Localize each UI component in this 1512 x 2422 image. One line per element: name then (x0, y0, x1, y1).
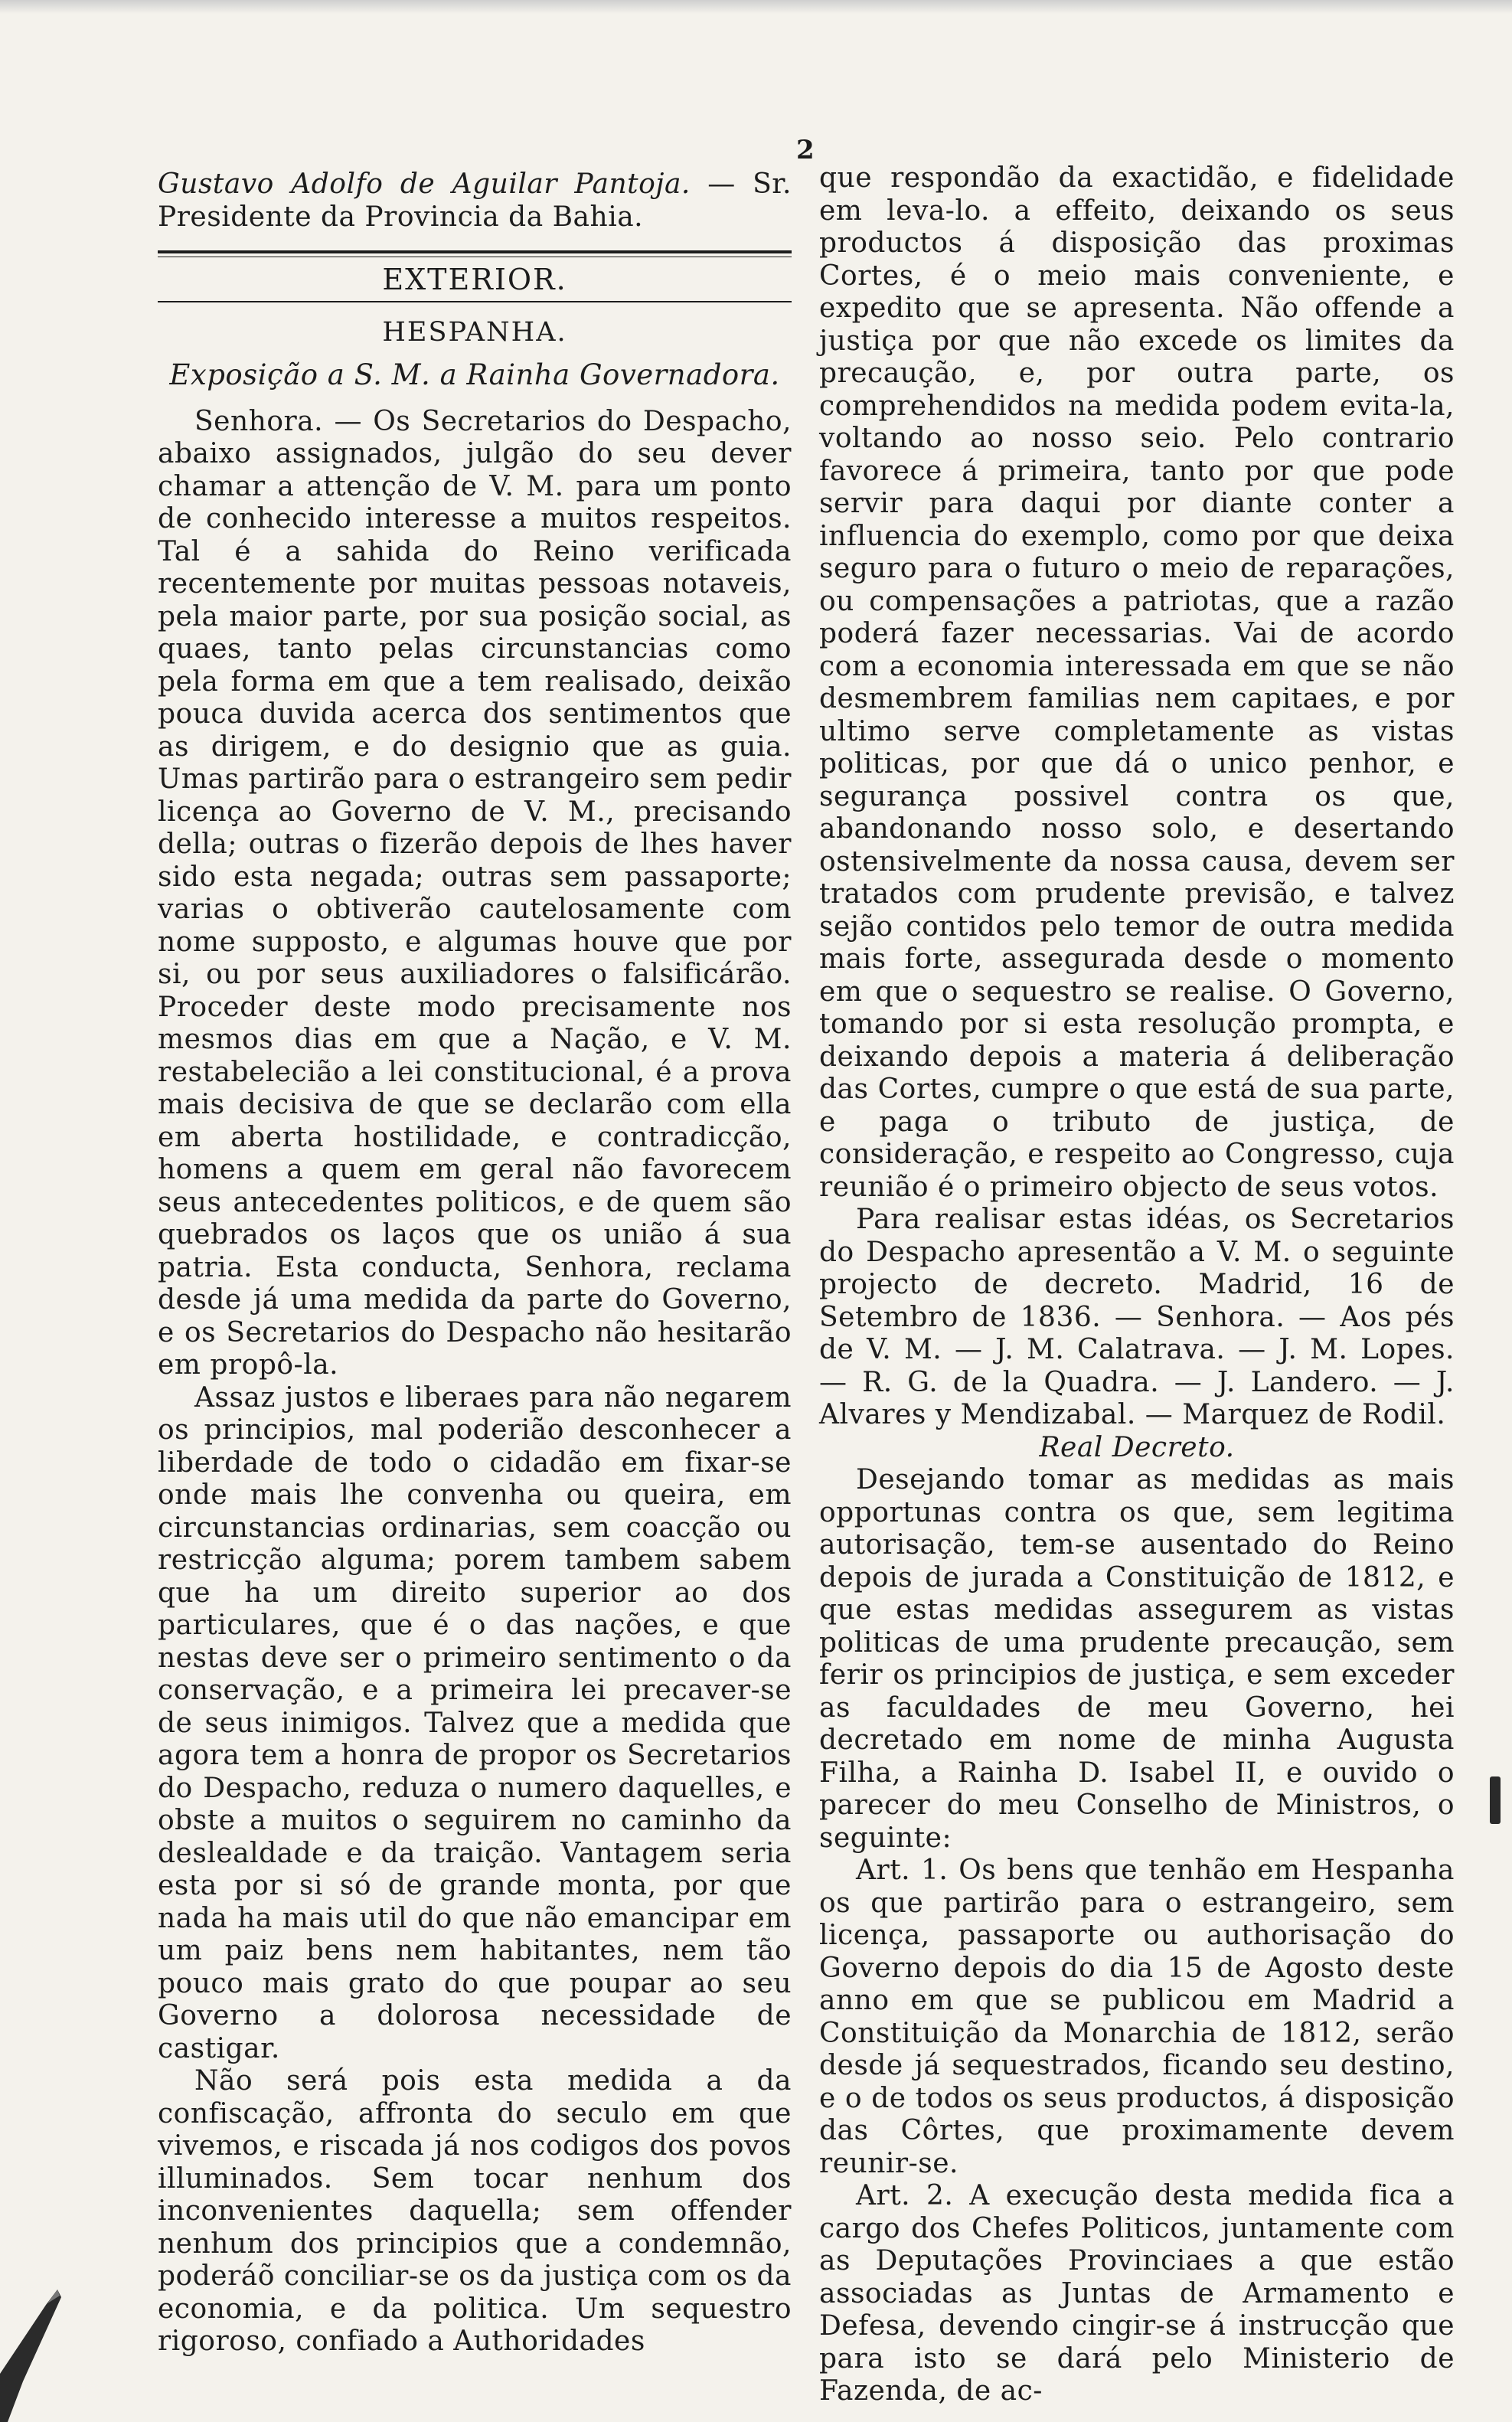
page-number: 2 (796, 135, 815, 165)
article-title: Exposição a S. M. a Rainha Governadora. (169, 358, 780, 391)
decree-article-1: Art. 1. Os bens que tenhão em Hespanha os que partirão para o estrangeiro, sem licença, passaporte ou authorisação do Governo depois do dia 15 de Agosto deste anno em que se publicou em Madrid a Constituição da Monarchia de 1812, serão desde já sequestrados, ficando seu destino, e o de todos os seus productos, á disposição das Côrtes, que proximamente devem reunir-se. (819, 1855, 1455, 2179)
signature-name: Gustavo Adolfo de Aguilar Pantoja. (158, 168, 691, 200)
right-paragraph-1: que respondão da exactidão, e fidelidade em leva-lo. a effeito, deixando os seus productos á disposição das proximas Cortes, é o meio mais conveniente, e expedito que se apresenta. Não offende a justiça por que não excede os limites da precaução, e, por outra parte, os comprehendidos na medida podem evita-la, voltando ao nosso seio. Pelo contrario favorece á primeira, tanto por que pode servir para daqui por diante conter a influencia do exemplo, como por que deixa seguro para o futuro o meio de reparações, ou compensações a patriotas, que a razão poderá fazer necessarias. Vai de acordo com a economia interessada em que se não desmembrem familias nem capitaes, e por ultimo serve completamente as vistas politicas, por que dá o unico penhor, e segurança possivel contra os que, abandonando nosso solo, e desertando ostensivelmente da nossa causa, devem ser tratados com prudente previsão, e talvez sejão contidos pelo temor de outra medida mais forte, assegurada desde o momento em que o sequestro se realise. O Governo, tomando por si esta resolução prompta, e deixando depois a materia á deliberação das Cortes, cumpre o que está de sua parte, e paga o tributo de justiça, de consideração, e respeito ao Congresso, cuja reunião é o primeiro objecto de seus votos. (819, 162, 1455, 1203)
decree-article-2: Art. 2. A execução desta medida fica a cargo dos Chefes Politicos, juntamente com as Deputações Provinciaes a que estão associadas as Juntas de Armamento e Defesa, devendo cingir-se á instrucção que para isto se dará pelo Ministerio de Fazenda, de ac- (819, 2180, 1455, 2407)
decree-title: Real Decreto. (1039, 1431, 1235, 1463)
pen-tip-icon (0, 2290, 69, 2422)
country-heading: HESPANHA. (382, 316, 567, 348)
right-column (819, 162, 1455, 2408)
left-paragraph-3: Não será pois esta medida a da confiscação, affronta do seculo em que vivemos, e riscada já nos codigos dos povos illuminados. Sem tocar nenhum dos inconvenientes daquella; sem offender nenhum dos principios que a condemnão, poderáõ conciliar-se os da justiça com os da economia, e da politica. Um sequestro rigoroso, confiado a Authoridades (158, 2065, 792, 2357)
signature-tail: — Sr. Presidente da Provincia da Bahia. (158, 168, 792, 233)
decree-preamble: Desejando tomar as medidas as mais opportunas contra os que, sem legitima autorisação, tem-se ausentado do Reino depois de jurada a Constituição de 1812, e que estas medidas assegurem as vistas politicas de uma prudente precaução, sem ferir os principios de justiça, e sem exceder as faculdades de meu Governo, hei decretado em nome de minha Augusta Filha, a Rainha D. Isabel II, e ouvido o parecer do meu Conselho de Ministros, o seguinte: (819, 1464, 1455, 1854)
left-paragraph-1: Senhora. — Os Secretarios do Despacho, abaixo assignados, julgão do seu dever chamar a attenção de V. M. para um ponto de conhecido interesse a muitos respeitos. Tal é a sahida do Reino verificada recentemente por muitas pessoas notaveis, pela maior parte, por sua posição social, as quaes, tanto pelas circunstancias como pela forma em que a tem realisado, deixão pouca duvida acerca dos sentimentos que as dirigem, e do designio que as guia. Umas partirão para o estrangeiro sem pedir licença ao Governo de V. M., precisando della; outras o fizerão depois de lhes haver sido esta negada; outras sem passaporte; varias o obtiverão cautelosamente com nome supposto, e algumas houve que por si, ou por seus auxiliadores o falsificárão. Proceder deste modo precisamente nos mesmos dias em que a Nação, e V. M. restabelecião a lei constitucional, é a prova mais decisiva de que se declarão com ella em aberta hostilidade, e contradicção, homens a quem em geral não favorecem seus antecedentes politicos, e de quem são quebrados os laços que os união á sua patria. Esta conducta, Senhora, reclama desde já uma medida da parte do Governo, e os Secretarios do Despacho não hesitarão em propô-la. (158, 405, 792, 1381)
section-rule-bottom (158, 301, 792, 302)
right-paragraph-2: Para realisar estas idéas, os Secretarios do Despacho apresentão a V. M. o seguinte projecto de decreto. Madrid, 16 de Setembro de 1836. — Senhora. — Aos pés de V. M. — J. M. Calatrava. — J. M. Lopes. — R. G. de la Quadra. — J. Landero. — J. Alvares y Mendizabal. — Marquez de Rodil. (819, 1204, 1455, 1430)
section-rule-top (158, 250, 792, 257)
left-column (158, 168, 792, 2358)
left-paragraph-2: Assaz justos e liberaes para não negarem os principios, mal poderião desconhecer a liberdade de todo o cidadão em fixar-se onde mais lhe convenha ou queira, em circunstancias ordinarias, sem coacção ou restricção alguma; porem tambem sabem que ha um direito superior ao dos particulares, que é o das nações, e que nestas deve ser o primeiro sentimento o da conservação, e a primeira lei precaver-se de seus inimigos. Talvez que a medida que agora tem a honra de propor os Secretarios do Despacho, reduza o numero daquelles, e obste a muitos o seguirem no caminho da deslealdade e da traição. Vantagem seria esta por si só de grande monta, por que nada ha mais util do que não emancipar em um paiz bens nem habitantes, nem tão pouco mais grato do que poupar ao seu Governo a dolorosa necessidade de castigar. (158, 1381, 792, 2064)
margin-mark (1490, 1776, 1501, 1824)
signature-line (158, 168, 792, 234)
section-heading: EXTERIOR. (382, 263, 567, 296)
page-top-edge (0, 0, 1512, 14)
